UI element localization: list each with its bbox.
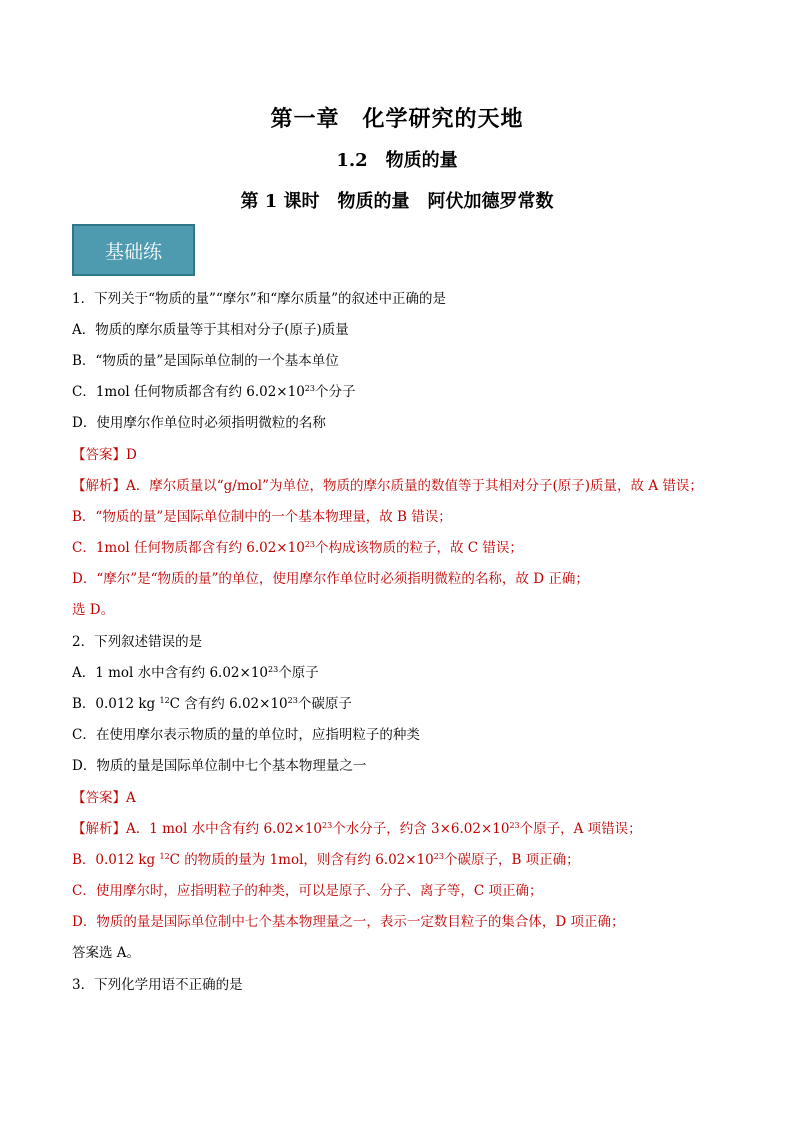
q2-option-b [72, 695, 352, 713]
q1-analysis-d: D．“摩尔”是“物质的量”的单位，使用摩尔作单位时必须指明微粒的名称，故 D 正确； [72, 571, 589, 587]
answer-value: D [126, 447, 137, 463]
isotope-mass-number: 12 [159, 696, 170, 705]
analysis-label: 【解析】 [72, 478, 126, 494]
q1-answer [72, 446, 137, 464]
analysis-text: A．摩尔质量以“g/mol”为单位，物质的摩尔质量的数值等于其相对分子(原子)质量，故 A 错误； [126, 478, 703, 494]
q1-option-d: D．使用摩尔作单位时必须指明微粒的名称 [72, 415, 326, 431]
answer-label: 【答案】 [72, 790, 126, 806]
q2-option-a-tail: 个原子 [278, 665, 319, 681]
q1-option-c-tail: 个分子 [314, 384, 356, 400]
q2-stem: 2．下列叙述错误的是 [72, 634, 203, 650]
q2-option-a [72, 664, 319, 682]
practice-badge: 基础练 [72, 224, 195, 276]
analysis-exponent: 23 [322, 821, 333, 830]
q2-option-b-exponent: 23 [287, 696, 298, 705]
analysis-text: B．0.012 kg [72, 852, 160, 868]
analysis-text: A．1 mol 水中含有约 6.02×10 [126, 821, 323, 837]
q2-option-b-mid: C 含有约 6.02×10 [169, 696, 288, 712]
q2-option-d: D．物质的量是国际单位制中七个基本物理量之一 [72, 758, 367, 774]
q1-analysis-a [72, 477, 703, 495]
chapter-title: 第一章 化学研究的天地 [270, 106, 524, 132]
answer-value: A [126, 790, 136, 806]
q2-answer [72, 789, 136, 807]
analysis-exponent: 23 [433, 852, 444, 861]
q1-stem: 1．下列关于“物质的量”“摩尔”和“摩尔质量”的叙述中正确的是 [72, 291, 446, 307]
q1-option-c-exponent: 23 [304, 384, 315, 393]
analysis-text-tail: 个构成该物质的粒子，故 C 错误； [314, 540, 523, 556]
q2-option-b-text: B．0.012 kg [72, 696, 160, 712]
q2-option-a-text: A．1 mol 水中含有约 6.02×10 [72, 665, 269, 681]
q1-option-c [72, 383, 355, 401]
q1-analysis-c [72, 539, 523, 557]
answer-label: 【答案】 [72, 447, 126, 463]
q2-analysis-c: C．使用摩尔时，应指明粒子的种类，可以是原子、分子、离子等，C 项正确； [72, 883, 543, 899]
q2-option-b-tail: 个碳原子 [297, 696, 352, 712]
analysis-text-tail: 个原子，A 项错误； [519, 821, 642, 837]
analysis-exponent: 23 [509, 821, 520, 830]
q2-option-c: C．在使用摩尔表示物质的量的单位时，应指明粒子的种类 [72, 727, 420, 743]
analysis-text-mid: 个水分子，约含 3×6.02×10 [332, 821, 510, 837]
lesson-title: 第 1 课时 物质的量 阿伏加德罗常数 [240, 191, 554, 212]
q2-analysis-b [72, 851, 580, 869]
q1-conclusion: 选 D。 [72, 602, 115, 618]
q2-conclusion: 答案选 A。 [72, 945, 141, 961]
q3-stem: 3．下列化学用语不正确的是 [72, 977, 243, 993]
isotope-mass-number: 12 [159, 852, 170, 861]
q1-option-c-text: C．1mol 任何物质都含有约 6.02×10 [72, 384, 305, 400]
analysis-label: 【解析】 [72, 821, 126, 837]
q2-option-a-exponent: 23 [268, 665, 279, 674]
analysis-text-mid: C 的物质的量为 1mol，则含有约 6.02×10 [169, 852, 434, 868]
q2-analysis-a [72, 820, 642, 838]
analysis-text: C．1mol 任何物质都含有约 6.02×10 [72, 540, 305, 556]
q1-analysis-b: B．“物质的量”是国际单位制中的一个基本物理量，故 B 错误； [72, 509, 452, 525]
q1-option-b: B．“物质的量”是国际单位制的一个基本单位 [72, 353, 339, 369]
q1-option-a: A．物质的摩尔质量等于其相对分子(原子)质量 [72, 322, 349, 338]
analysis-text-tail: 个碳原子，B 项正确； [443, 852, 580, 868]
q2-analysis-d: D．物质的量是国际单位制中七个基本物理量之一，表示一定数目粒子的集合体，D 项正确； [72, 914, 625, 930]
section-title: 1.2 物质的量 [336, 150, 458, 171]
analysis-exponent: 23 [304, 540, 315, 549]
